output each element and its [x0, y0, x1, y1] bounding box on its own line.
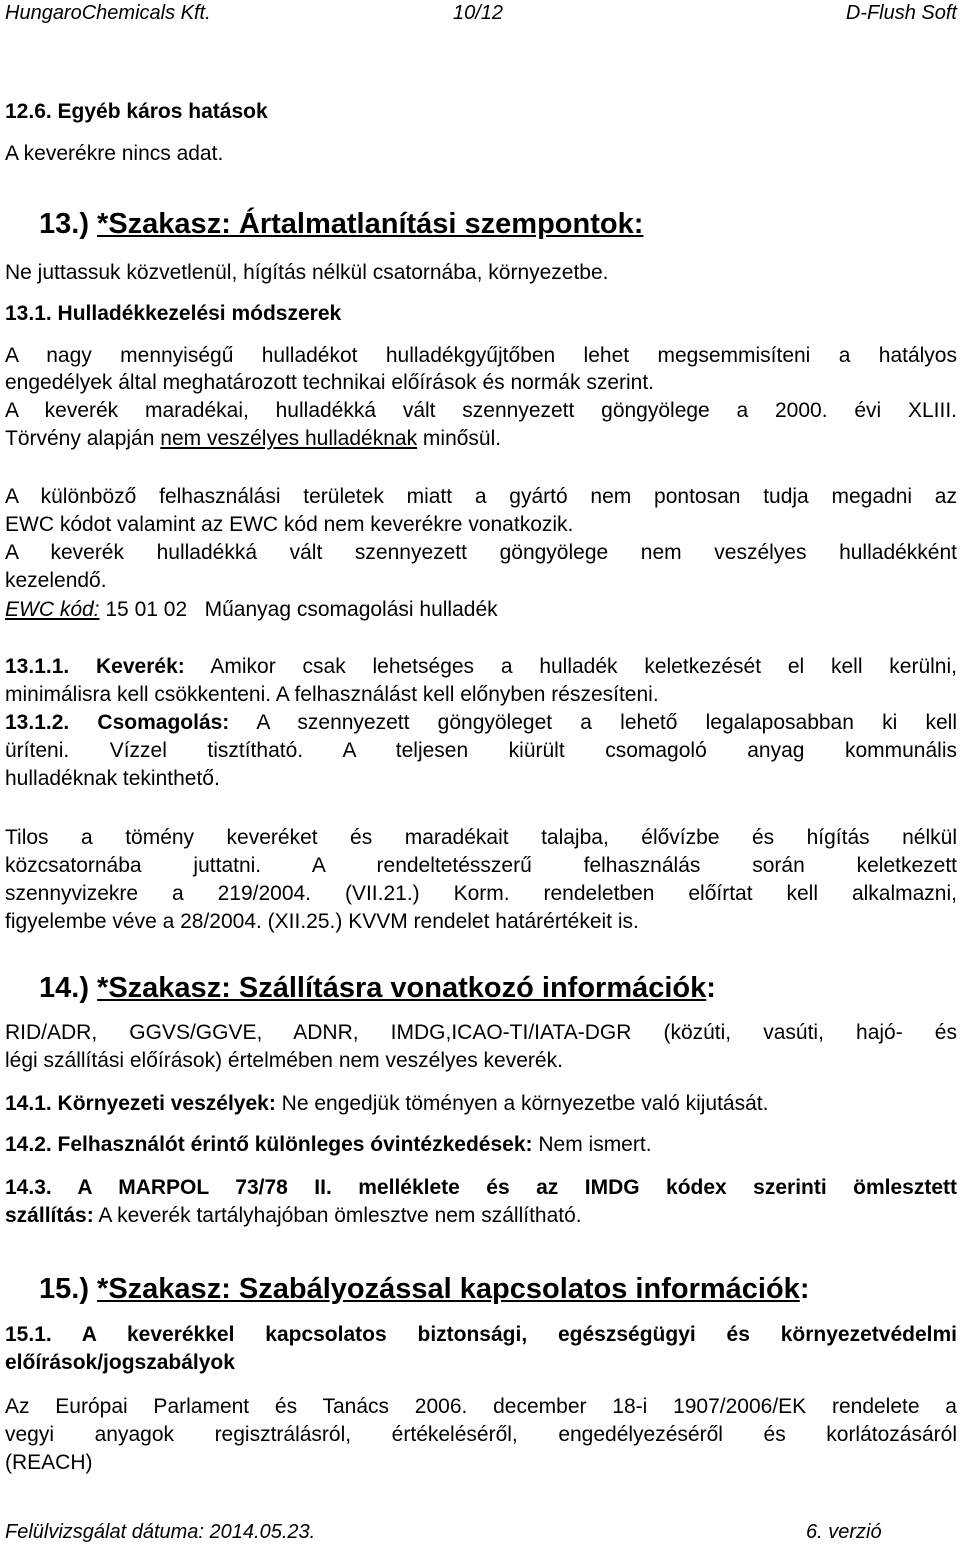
section-15-number: 15.) — [39, 1273, 89, 1305]
section-14-colon: : — [706, 972, 716, 1004]
section-15-colon: : — [799, 1273, 810, 1305]
s13-tilos-line2: közcsatornába juttatni. A rendeltetésszerű felhasználás során keletkezett — [5, 854, 957, 877]
s13-1-2-line3: hulladéknak tekinthető. — [5, 767, 220, 790]
s13-intro: Ne juttassuk közvetlenül, hígítás nélkül csatornába, környezetbe. — [5, 261, 609, 284]
s15-1-heading-line1: 15.1. A keverékkel kapcsolatos biztonsági, egészségügyi és környezetvédelmi — [5, 1323, 957, 1346]
ewc-code — [5, 597, 957, 623]
s13-1-1-line2: minimálisra kell csökkenteni. A felhasználást kell előnyben részesíteni. — [5, 683, 659, 706]
heading-12-6: 12.6. Egyéb káros hatások — [5, 100, 268, 123]
section-13-number: 13.) — [39, 208, 89, 240]
s14-intro-line1: RID/ADR, GGVS/GGVE, ADNR, IMDG,ICAO-TI/IATA-DGR (közúti, vasúti, hajó- és — [5, 1021, 957, 1044]
s13-tilos-line3: szennyvizekre a 219/2004. (VII.21.) Korm. rendeletben előírtat kell alkalmazni, — [5, 882, 957, 905]
s14-3-text: A keverék tartályhajóban ömlesztve nem szállítható. — [93, 1204, 582, 1227]
s14-3-line1: 14.3. A MARPOL 73/78 II. melléklete és az IMDG kódex szerinti ömlesztett — [5, 1176, 957, 1199]
s13-1-2-label: 13.1.2. Csomagolás: — [5, 711, 230, 734]
s13-1-1-line1 — [5, 654, 957, 680]
s15-1-heading-line2: előírások/jogszabályok — [5, 1351, 235, 1374]
s15-text-line1: Az Európai Parlament és Tanács 2006. december 18-i 1907/2006/EK rendelete a — [5, 1395, 957, 1418]
s13-1-2-line1 — [5, 710, 957, 736]
ewc-value: 15 01 02 Műanyag csomagolási hulladék — [105, 598, 498, 621]
s13-1-2-text: A szennyezett göngyöleget a lehető legalaposabban ki kell — [229, 711, 957, 734]
footer-review-date: Felülvizsgálat dátuma: 2014.05.23. — [5, 1521, 316, 1543]
section-14-number: 14.) — [39, 972, 89, 1004]
section-13-heading — [39, 206, 960, 242]
s14-2 — [5, 1132, 957, 1158]
s13-p2-line2 — [5, 426, 957, 452]
section-13-title: *Szakasz: Ártalmatlanítási szempontok: — [97, 208, 644, 240]
s14-1 — [5, 1091, 957, 1117]
header-product: D-Flush Soft — [845, 2, 957, 24]
s14-2-text: Nem ismert. — [532, 1133, 652, 1156]
s13-p3-line2: EWC kódot valamint az EWC kód nem keverékre vonatkozik. — [5, 513, 574, 536]
s14-1-label: 14.1. Környezeti veszélyek: — [5, 1092, 276, 1115]
s15-text-line3: (REACH) — [5, 1451, 93, 1474]
text-12-6: A keverékre nincs adat. — [5, 142, 224, 165]
section-14-title: *Szakasz: Szállításra vonatkozó információk — [97, 972, 707, 1004]
s14-3-line2 — [5, 1203, 957, 1229]
s13-p4-line1: A keverék hulladékká vált szennyezett göngyölege nem veszélyes hulladékként — [5, 541, 957, 564]
s14-1-text: Ne engedjük töményen a környezetbe való kijutását. — [275, 1092, 769, 1115]
footer-version: 6. verzió — [806, 1521, 882, 1543]
s13-p2-tail: minősül. — [417, 427, 502, 450]
s14-2-label: 14.2. Felhasználót érintő különleges óvintézkedések: — [5, 1133, 533, 1156]
s13-p2-text: Törvény alapján — [5, 427, 161, 450]
s13-p1-line1: A nagy mennyiségű hulladékot hulladékgyűjtőben lehet megsemmisíteni a hatályos — [5, 344, 957, 367]
section-14-heading — [39, 970, 960, 1006]
s13-1-1-text: Amikor csak lehetséges a hulladék keletkezését el kell kerülni, — [184, 655, 957, 678]
s13-tilos-line1: Tilos a tömény keveréket és maradékait talajba, élővízbe és hígítás nélkül — [5, 826, 957, 849]
section-15-heading — [39, 1271, 960, 1307]
header-company: HungaroChemicals Kft. — [5, 2, 211, 24]
ewc-label: EWC kód: — [5, 598, 100, 621]
s15-text-line2: vegyi anyagok regisztrálásról, értékeléséről, engedélyezéséről és korlátozásáról — [5, 1423, 957, 1446]
s14-intro-line2: légi szállítási előírások) értelmében nem veszélyes keverék. — [5, 1049, 563, 1072]
s13-tilos-line4: figyelembe véve a 28/2004. (XII.25.) KVVM rendelet határértékeit is. — [5, 910, 639, 933]
s13-p4-line2: kezelendő. — [5, 569, 107, 592]
s14-3-label: szállítás: — [5, 1204, 94, 1227]
s13-p3-line1: A különböző felhasználási területek miatt a gyártó nem pontosan tudja megadni az — [5, 485, 957, 508]
section-15-title: *Szakasz: Szabályozással kapcsolatos információk — [97, 1273, 800, 1305]
s13-p1-line2: engedélyek által meghatározott technikai előírások és normák szerint. — [5, 371, 655, 394]
header-page-number: 10/12 — [453, 2, 504, 24]
s13-p2-underlined: nem veszélyes hulladéknak — [160, 427, 418, 450]
heading-13-1: 13.1. Hulladékkezelési módszerek — [5, 302, 342, 325]
s13-p2-line1: A keverék maradékai, hulladékká vált szennyezett göngyölege a 2000. évi XLIII. — [5, 399, 957, 422]
s13-1-2-line2: üríteni. Vízzel tisztítható. A teljesen kiürült csomagoló anyag kommunális — [5, 739, 957, 762]
s13-1-1-label: 13.1.1. Keverék: — [5, 655, 185, 678]
